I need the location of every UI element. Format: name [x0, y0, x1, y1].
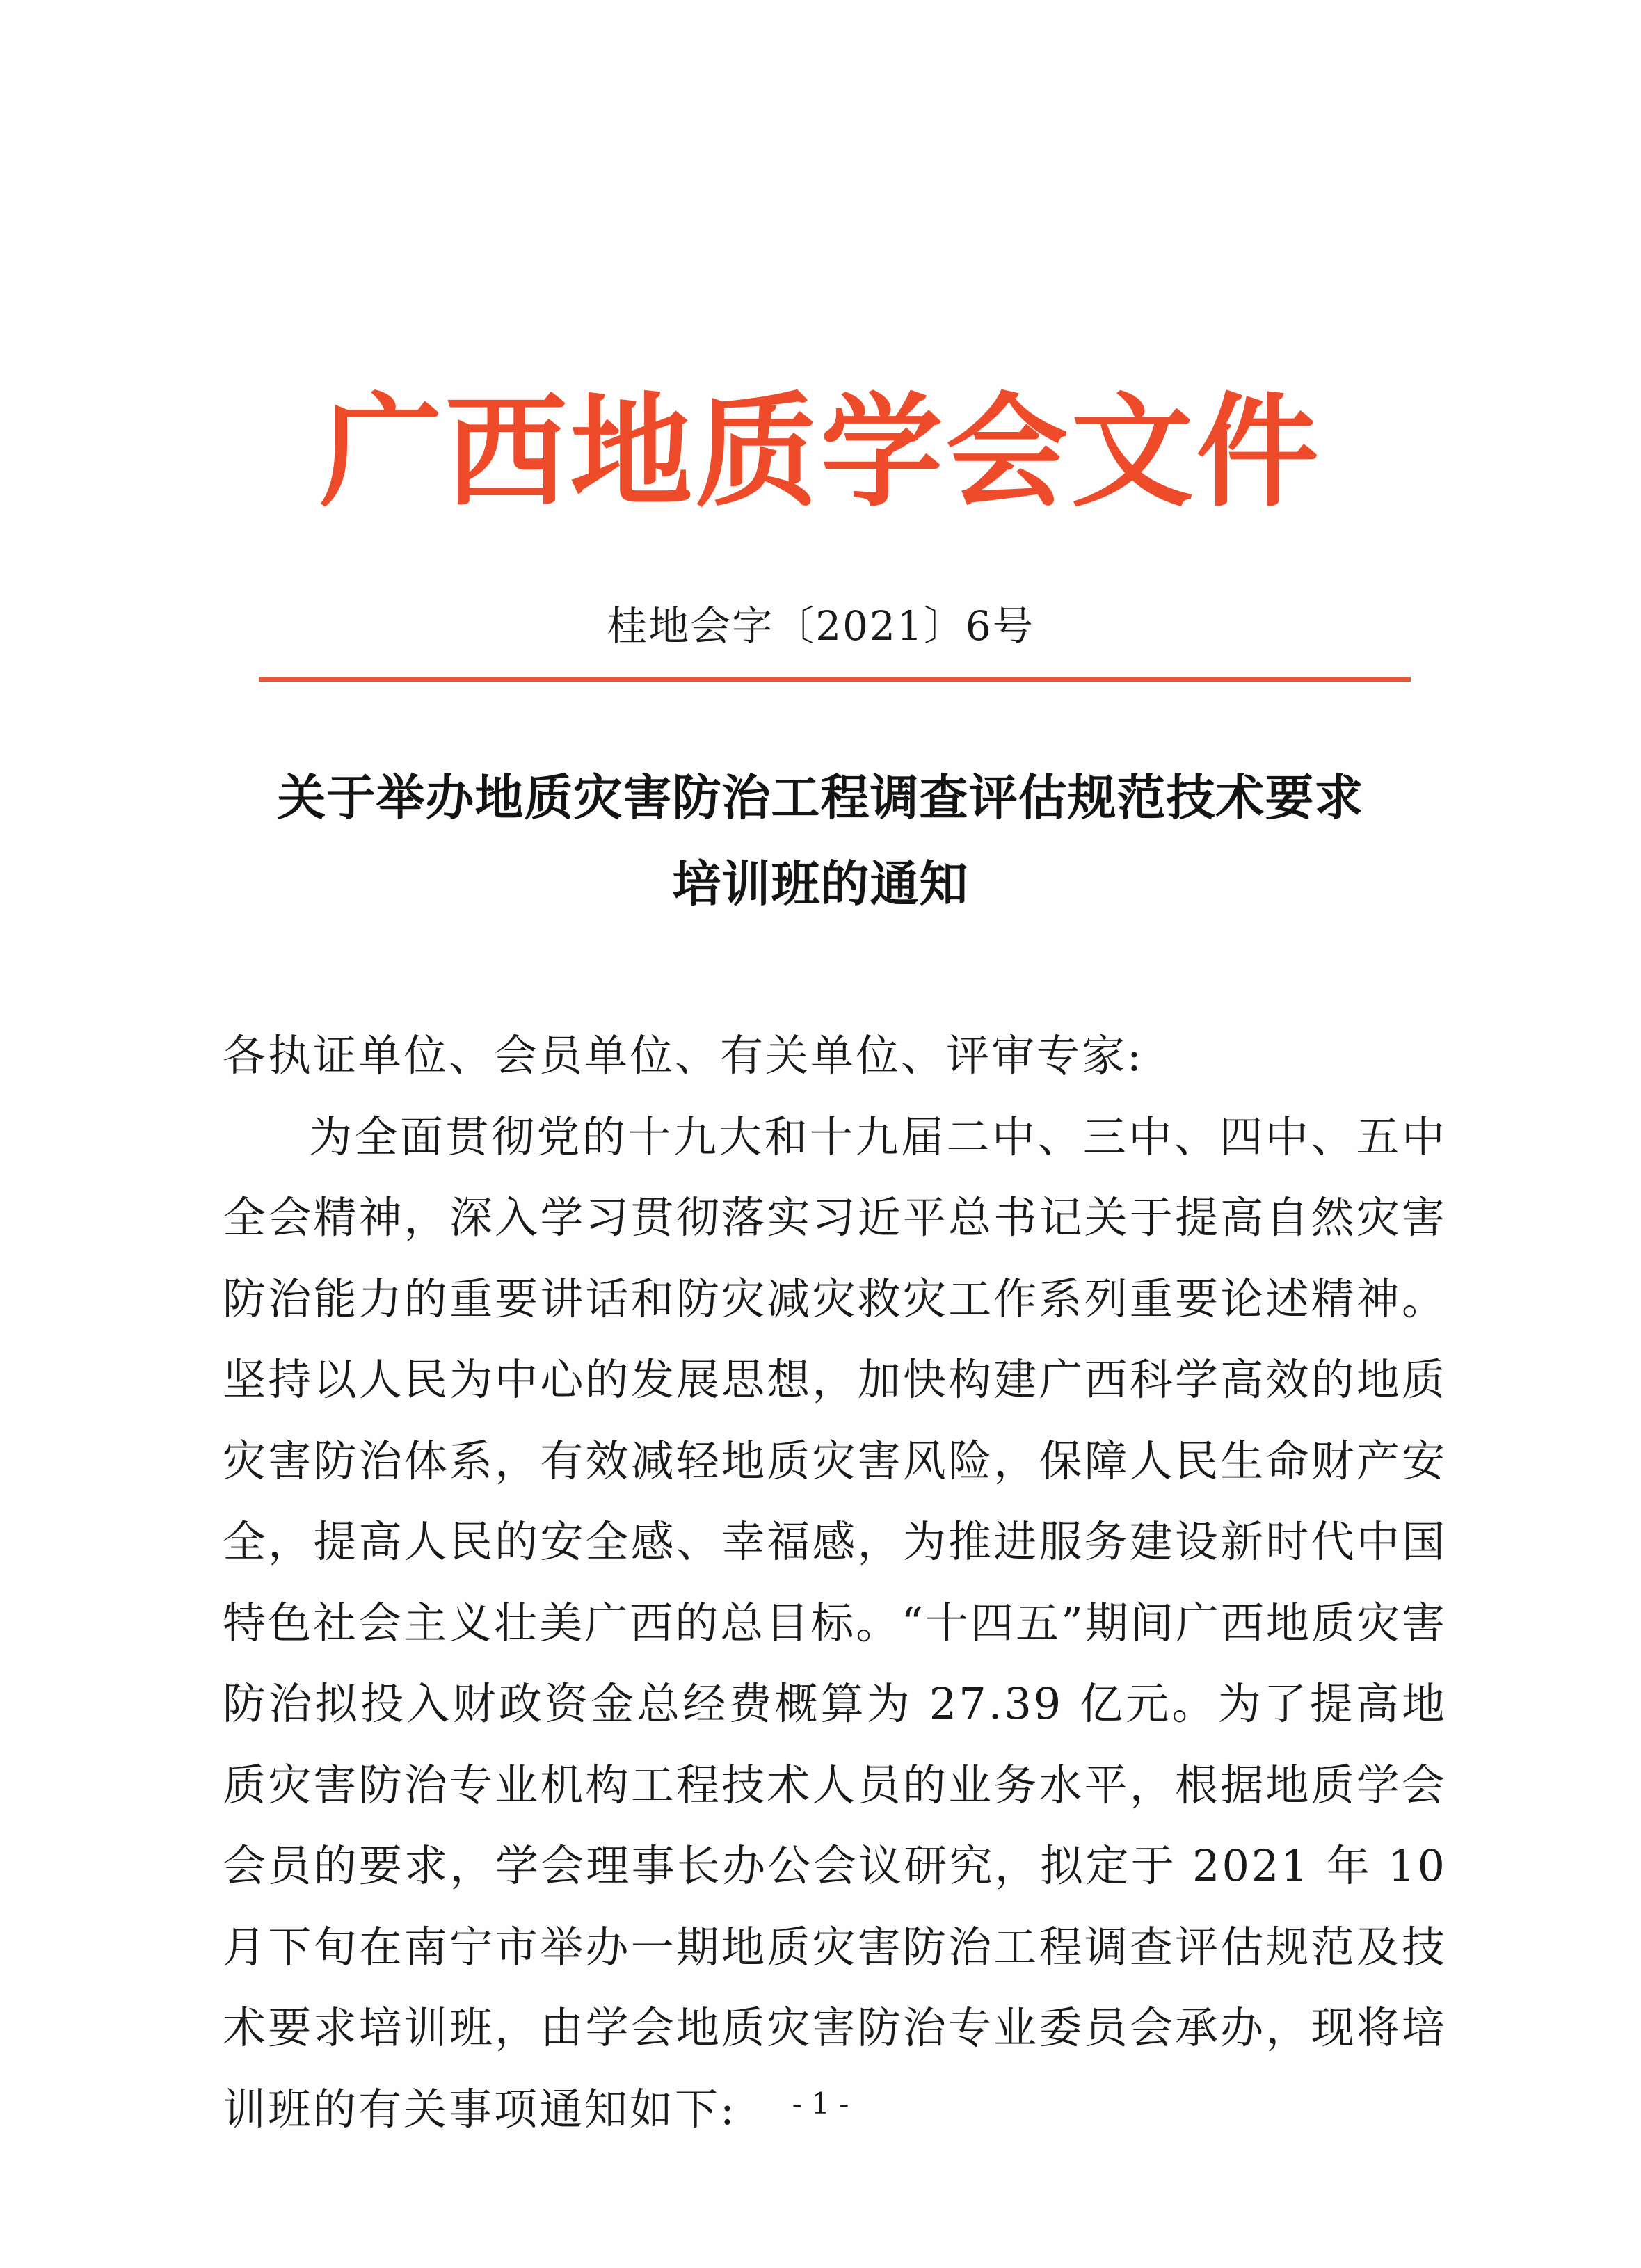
notice-title-line-2: 培训班的通知	[672, 855, 969, 912]
body-paragraph: 为全面贯彻党的十九大和十九届二中、三中、四中、五中全会精神，深入学习贯彻落实习近平总书记关于提高自然灾害防治能力的重要讲话和防灾减灾救灾工作系列重要论述精神。坚持以人民为中心的发展思想，加快构建广西科学高效的地质灾害防治体系，有效减轻地质灾害风险，保障人民生命财产安全，提高人民的安全感、幸福感，为推进服务建设新时代中国特色社会主义壮美广西的总目标。“十四五”期间广西地质灾害防治拟投入财政资金总经费概算为 27.39 亿元。为了提高地质灾害防治专业机构工程技术人员的业务水平，根据地质学会会员的要求，学会理事长办公会议研究，拟定于 2021 年 10 月下旬在南宁市举办一期地质灾害防治工程调查评估规范及技术要求培训班，由学会地质灾害防治专业委员会承办，现将培训班的有关事项通知如下:	[223, 1111, 1447, 2134]
salutation: 各执证单位、会员单位、有关单位、评审专家:	[223, 1030, 1144, 1081]
notice-body	[223, 1015, 1447, 2150]
header-divider-rule	[259, 677, 1411, 682]
document-header-title: 广西地质学会文件	[319, 380, 1322, 524]
document-number: 桂地会字〔2021〕6号	[607, 602, 1034, 650]
page-number: - 1 -	[792, 2086, 849, 2121]
notice-title	[0, 755, 1641, 927]
notice-title-line-1: 关于举办地质灾害防治工程调查评估规范技术要求	[277, 769, 1364, 826]
